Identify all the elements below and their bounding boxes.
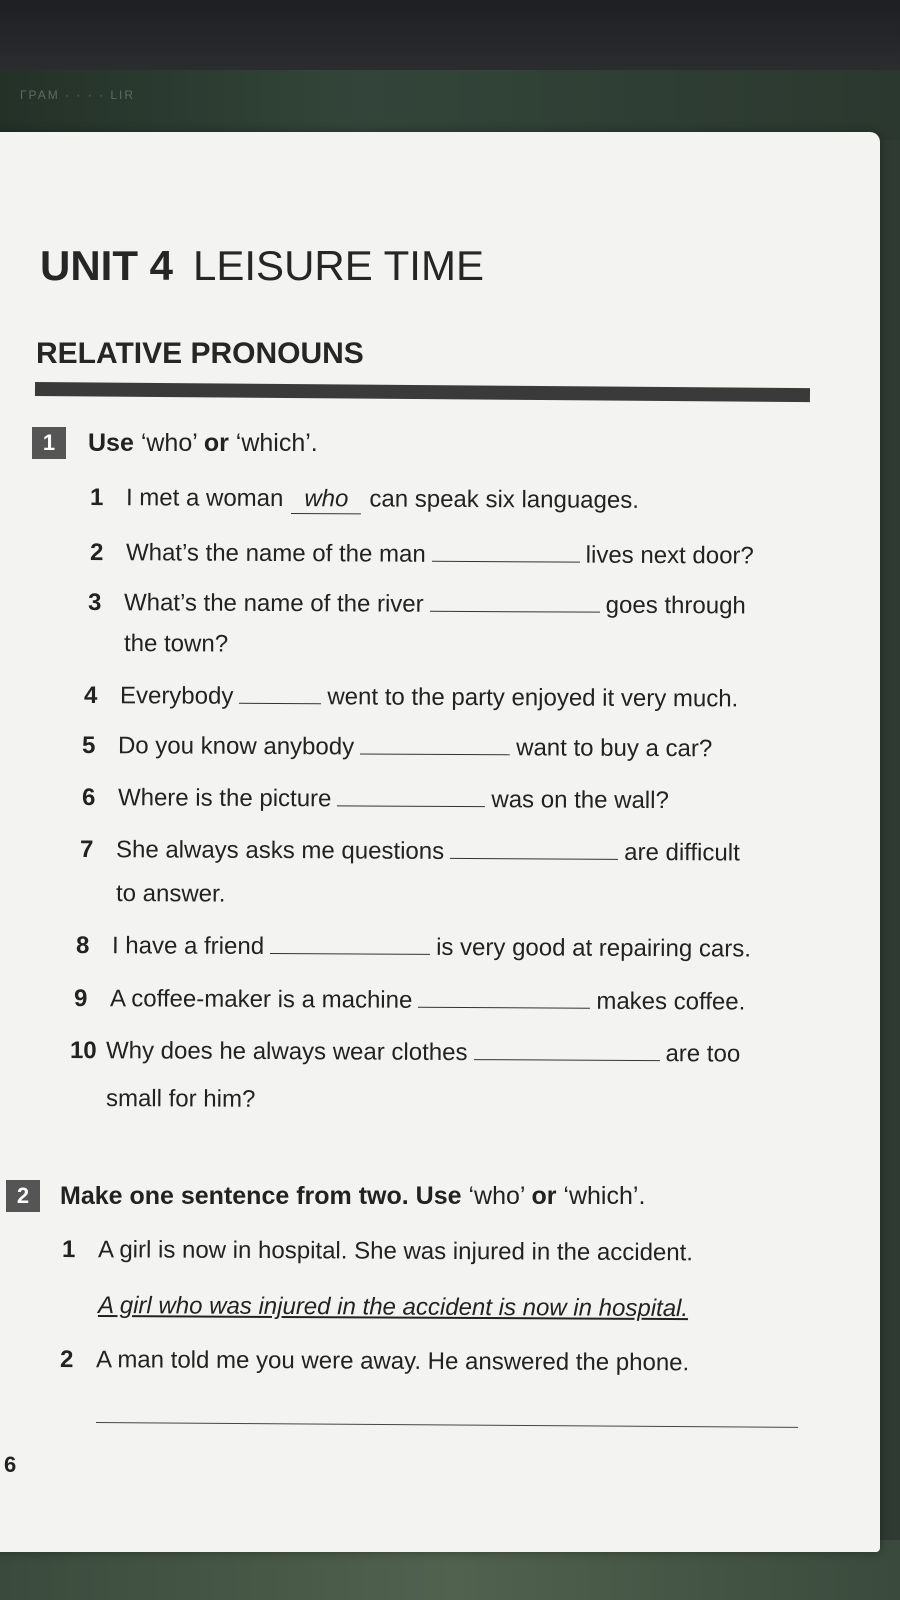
- item-text-before: What’s the name of the man: [125, 539, 426, 568]
- item-text-after: was on the wall?: [491, 786, 669, 815]
- section-title: RELATIVE PRONOUNS: [36, 337, 364, 370]
- answer-blank-filled[interactable]: who: [291, 485, 361, 514]
- item-text-after: went to the party enjoyed it very much.: [327, 683, 739, 713]
- answer-blank[interactable]: [270, 931, 430, 955]
- item-number: 6: [81, 784, 96, 812]
- exercise-1-item-6: [82, 782, 669, 815]
- item-number: 7: [79, 836, 94, 864]
- item-number: 1: [89, 484, 104, 512]
- answer-blank[interactable]: [473, 1037, 659, 1061]
- item-text-before: I have a friend: [111, 932, 265, 960]
- item-text-before: Why does he always wear clothes: [105, 1037, 468, 1067]
- instruction-option-1: ‘who’: [468, 1182, 525, 1210]
- item-text-before: Everybody: [119, 682, 234, 710]
- item-number: 2: [89, 539, 104, 567]
- exercise-1-item-8: [76, 930, 751, 964]
- answer-blank[interactable]: [432, 539, 580, 563]
- workbook-page: [0, 132, 880, 1552]
- item-text: A man told me you were away. He answered the phone.: [95, 1346, 690, 1377]
- item-text-after: lives next door?: [585, 541, 754, 570]
- instruction-text: Make one sentence from two. Use: [60, 1182, 462, 1210]
- item-text-before: Where is the picture: [117, 784, 332, 813]
- answer-blank[interactable]: [337, 783, 485, 807]
- exercise-2-item-2: [60, 1346, 689, 1377]
- unit-name: LEISURE TIME: [193, 242, 484, 289]
- book-edge: [0, 70, 900, 140]
- item-text-before: I met a woman: [125, 484, 284, 513]
- exercise-1-item-3: [88, 587, 746, 620]
- instruction-option-1: ‘who’: [140, 429, 197, 457]
- item-text-after: want to buy a car?: [516, 734, 713, 763]
- item-number: 8: [75, 932, 90, 960]
- exercise-2-item-2-answer-line[interactable]: [96, 1422, 798, 1428]
- exercise-2-instruction: [60, 1182, 645, 1211]
- item-number: 10: [69, 1037, 97, 1065]
- section-divider: [35, 382, 810, 402]
- exercise-1-item-10: [70, 1035, 740, 1069]
- dark-background-top: [0, 0, 900, 70]
- item-number: 3: [87, 589, 102, 617]
- item-text-after: is very good at repairing cars.: [436, 933, 751, 963]
- item-text-after: goes through: [605, 591, 746, 620]
- item-text-before: A coffee-maker is a machine: [109, 985, 413, 1014]
- exercise-1-item-1: [90, 484, 639, 516]
- item-text-after: are difficult: [624, 838, 740, 867]
- answer-blank[interactable]: [430, 589, 600, 613]
- item-text-before: What’s the name of the river: [123, 589, 424, 618]
- book-edge-text: ГРАМ · · · · LIR: [20, 88, 136, 102]
- exercise-2-item-1: [62, 1236, 693, 1267]
- exercise-1-item-10-continuation: small for him?: [105, 1085, 256, 1113]
- exercise-1-number: 1: [32, 427, 66, 459]
- answer-blank[interactable]: [360, 731, 510, 755]
- item-text-after: can speak six languages.: [369, 485, 639, 514]
- exercise-1-item-7-continuation: to answer.: [115, 880, 226, 908]
- item-number: 2: [59, 1346, 74, 1374]
- item-number: 4: [83, 682, 98, 710]
- instruction-option-2: ‘which’.: [235, 429, 318, 457]
- exercise-2-number: 2: [6, 1180, 40, 1212]
- item-text-before: She always asks me questions: [115, 836, 445, 865]
- exercise-1-item-9: [74, 983, 745, 1017]
- unit-label: UNIT 4: [40, 242, 174, 289]
- page-number: 6: [4, 1452, 17, 1477]
- item-text-after: makes coffee.: [596, 987, 746, 1016]
- unit-title: [40, 242, 484, 290]
- instruction-option-2: ‘which’.: [563, 1182, 646, 1210]
- item-text-after: are too: [665, 1040, 741, 1068]
- answer-blank[interactable]: [418, 985, 590, 1009]
- exercise-1-item-3-continuation: the town?: [123, 630, 229, 658]
- instruction-or: or: [531, 1182, 557, 1210]
- instruction-verb: Use: [88, 429, 134, 457]
- exercise-2-item-1-answer[interactable]: A girl who was injured in the accident is now in hospital.: [97, 1292, 689, 1323]
- exercise-1-item-5: [82, 730, 712, 763]
- answer-blank[interactable]: [450, 836, 618, 860]
- item-number: 9: [73, 985, 88, 1013]
- exercise-1-item-7: [80, 834, 740, 867]
- item-text: A girl is now in hospital. She was injured in the accident.: [97, 1236, 694, 1267]
- answer-blank[interactable]: [239, 681, 321, 704]
- instruction-or: or: [203, 429, 229, 457]
- item-number: 1: [61, 1236, 76, 1264]
- exercise-1-instruction: [88, 429, 318, 458]
- exercise-1-item-4: [84, 680, 738, 713]
- item-text-before: Do you know anybody: [117, 732, 355, 761]
- item-number: 5: [81, 732, 96, 760]
- exercise-1-item-2: [90, 537, 754, 570]
